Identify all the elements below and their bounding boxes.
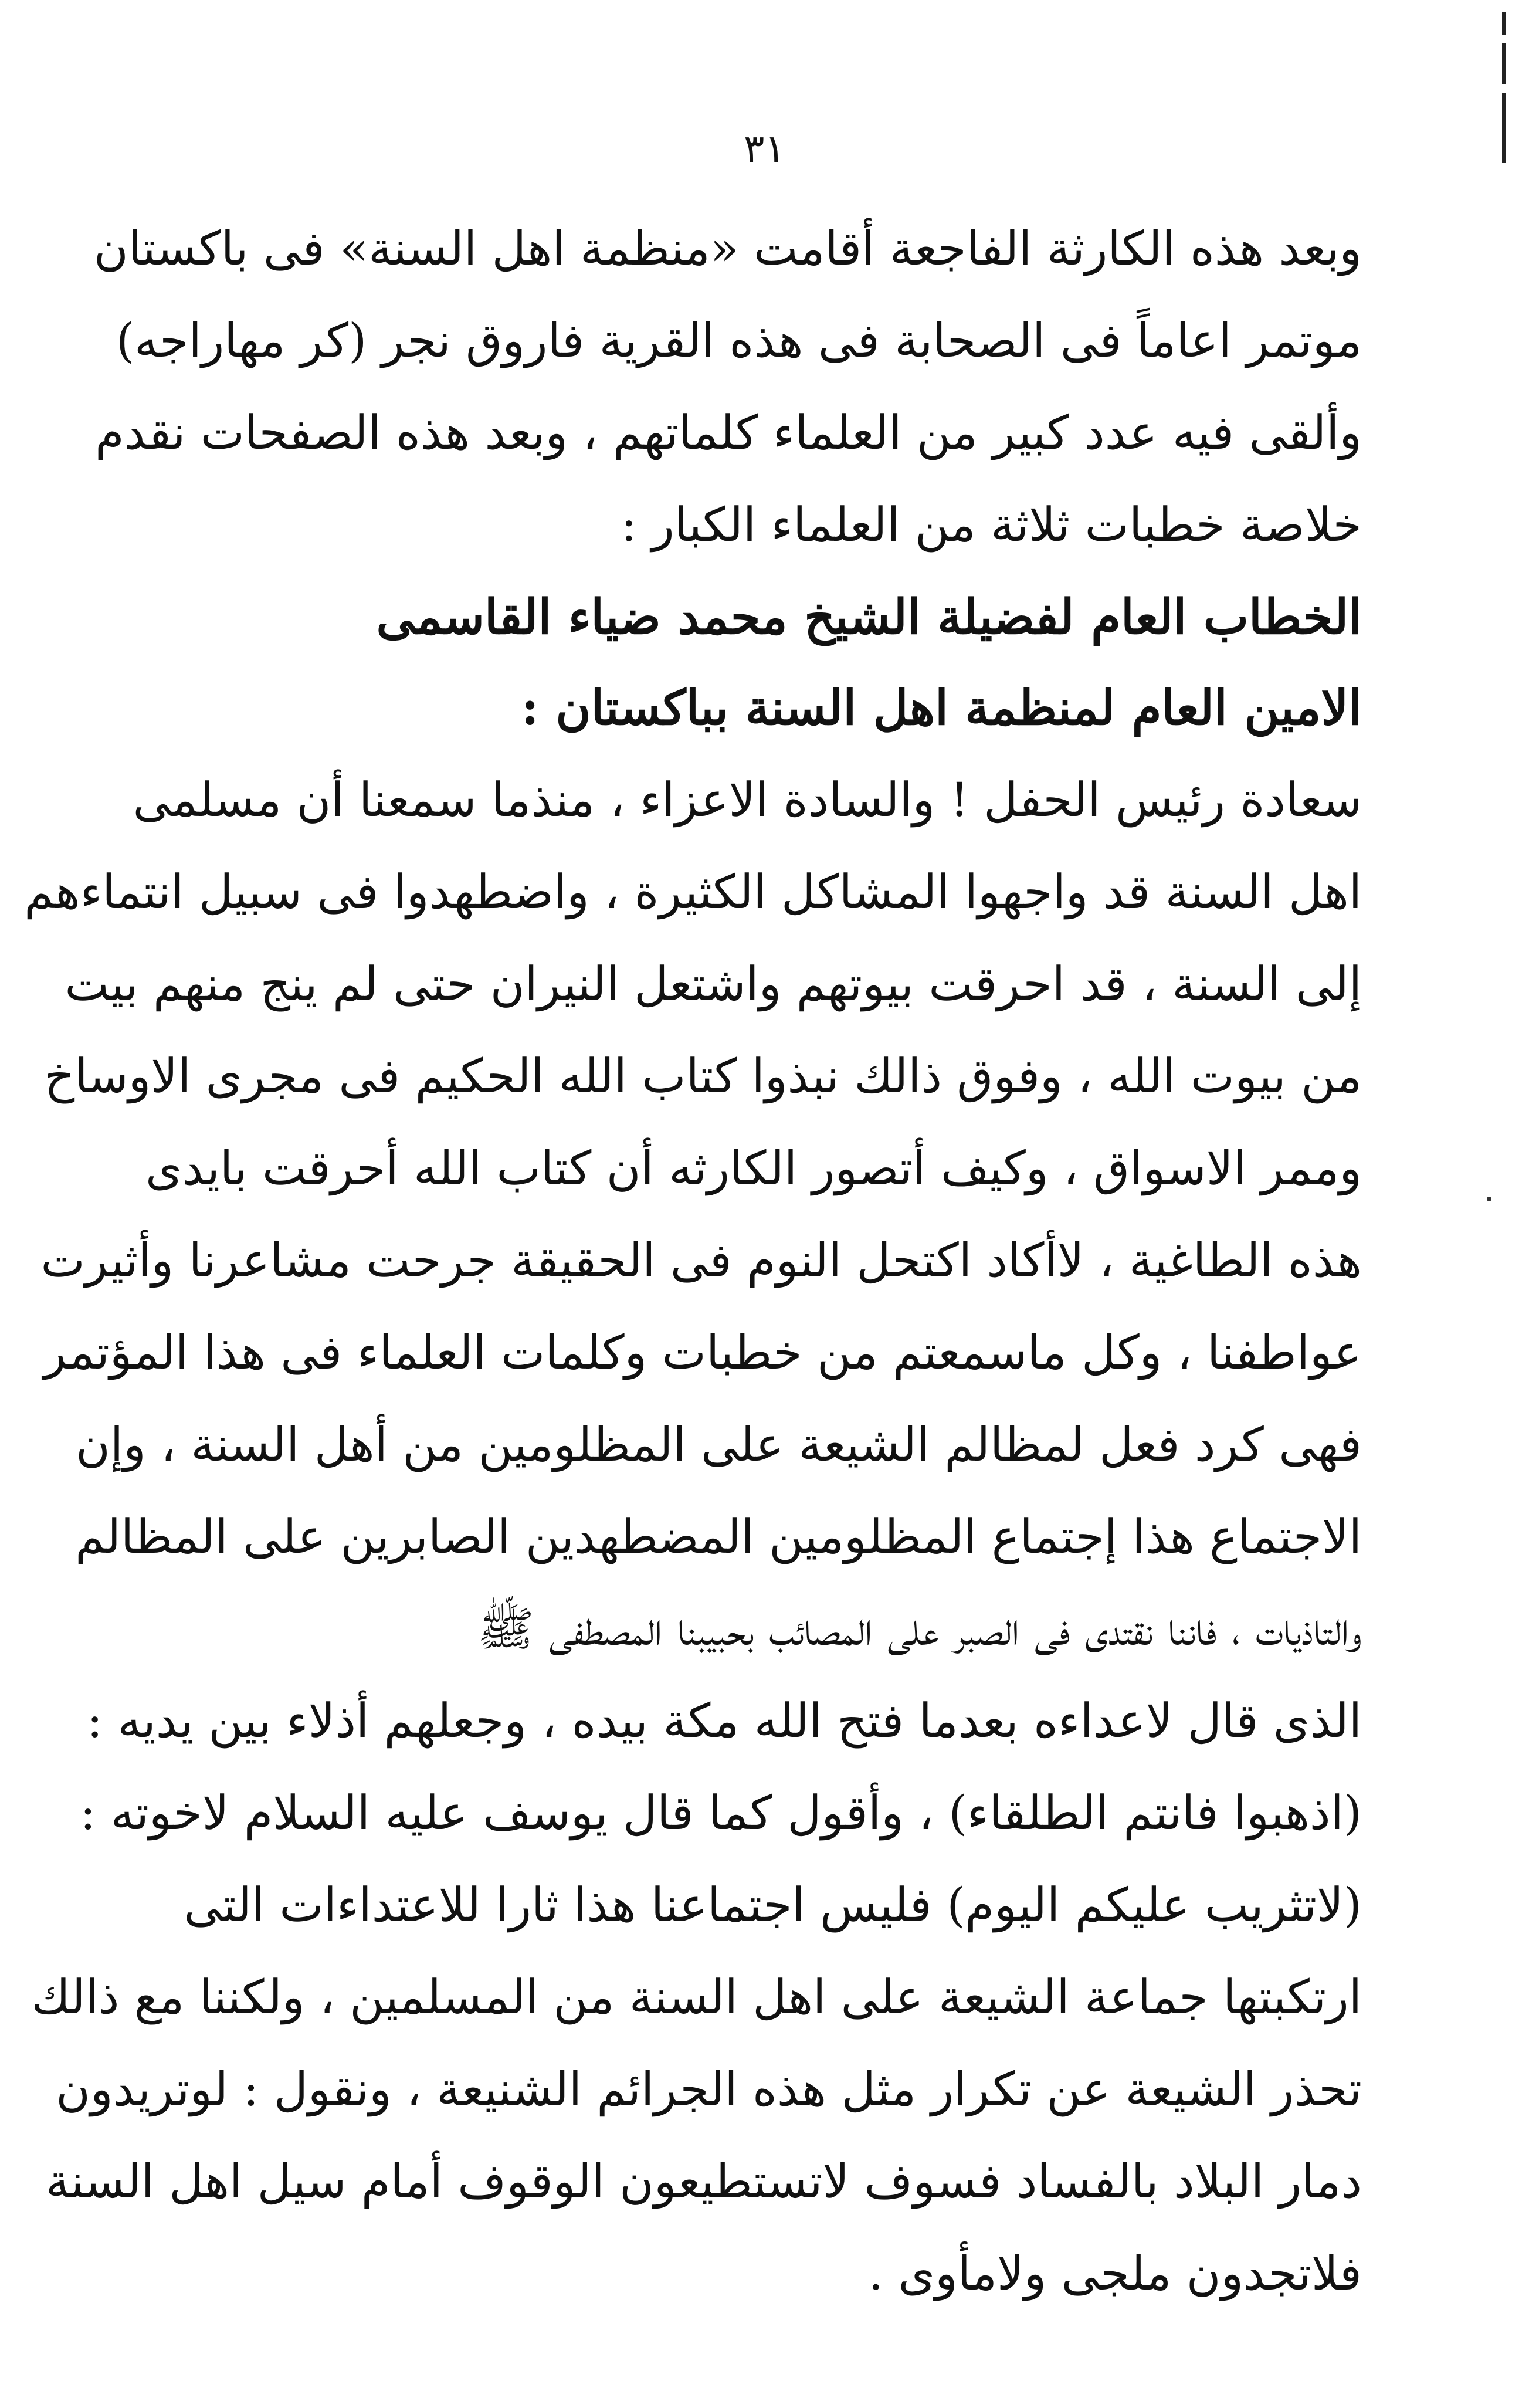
speech-line: عواطفنا ، وكل ماسمعتم من خطبات وكلمات العلماء فى هذا المؤتمر [43,1325,1362,1380]
intro-paragraph [94,202,1362,571]
speech-line: ارتكبتها جماعة الشيعة على اهل السنة من المسلمين ، ولكننا مع ذالك [31,1970,1362,2024]
speech-line: (لاتثريب عليكم اليوم) فليس اجتماعنا هذا ثارا للاعتداءات التى [184,1878,1362,1932]
heading-line: الامين العام لمنظمة اهل السنة بباكستان : [521,680,1362,736]
speech-line: تحذر الشيعة عن تكرار مثل هذه الجرائم الشنيعة ، ونقول : لوتريدون [56,2062,1362,2116]
speech-paragraph [24,754,1362,2319]
page-number: ٣١ [744,126,785,171]
speech-line: فلاتجدون ملجى ولامأوى . [868,2246,1362,2301]
speech-line: وممر الاسواق ، وكيف أتصور الكارثه أن كتاب الله أحرقت بايدى [145,1141,1362,1195]
speech-line: دمار البلاد بالفساد فسوف لاتستطيعون الوقوف أمام سيل اهل السنة [45,2154,1362,2209]
intro-line: وبعد هذه الكارثة الفاجعة أقامت «منظمة اهل السنة» فى باكستان [94,221,1362,276]
speech-line: من بيوت الله ، وفوق ذالك نبذوا كتاب الله الحكيم فى مجرى الاوساخ [44,1049,1362,1103]
intro-line: موتمر اعاماً فى الصحابة فى هذه القرية فاروق نجر (كر مهاراجه) [116,313,1362,368]
speech-line: سعادة رئيس الحفل ! والسادة الاعزاء ، منذما سمعنا أن مسلمى [133,773,1362,827]
scan-edge-marks [1502,12,1507,182]
scan-speck [1487,1197,1491,1201]
speech-line: (اذهبوا فانتم الطلقاء) ، وأقول كما قال يوسف عليه السلام لاخوته : [80,1786,1362,1840]
speech-line: فهى كرد فعل لمظالم الشيعة على المظلومين من أهل السنة ، وإن [76,1417,1362,1472]
speech-heading [160,572,1362,754]
speech-line: الاجتماع هذا إجتماع المظلومين المضطهدين الصابرين على المظالم [75,1509,1362,1564]
speech-line: الذى قال لاعداءه بعدما فتح الله مكة بيده ، وجعلهم أذلاء بين يديه : [87,1694,1362,1748]
speech-line: اهل السنة قد واجهوا المشاكل الكثيرة ، واضطهدوا فى سبيل انتماءهم [24,865,1362,919]
speech-line: إلى السنة ، قد احرقت بيوتهم واشتعل النيران حتى لم ينج منهم بيت [65,957,1362,1011]
heading-line: الخطاب العام لفضيلة الشيخ محمد ضياء القاسمى [376,589,1362,645]
speech-line: والتاذيات ، فاننا نقتدى فى الصبر على المصائب بحبيبنا المصطفى ﷺ [477,1601,1362,1656]
speech-line: هذه الطاغية ، لاأكاد اكتحل النوم فى الحقيقة جرحت مشاعرنا وأثيرت [40,1233,1362,1288]
intro-line: خلاصة خطبات ثلاثة من العلماء الكبار : [621,497,1362,552]
intro-line: وألقى فيه عدد كبير من العلماء كلماتهم ، وبعد هذه الصفحات نقدم [95,405,1362,460]
